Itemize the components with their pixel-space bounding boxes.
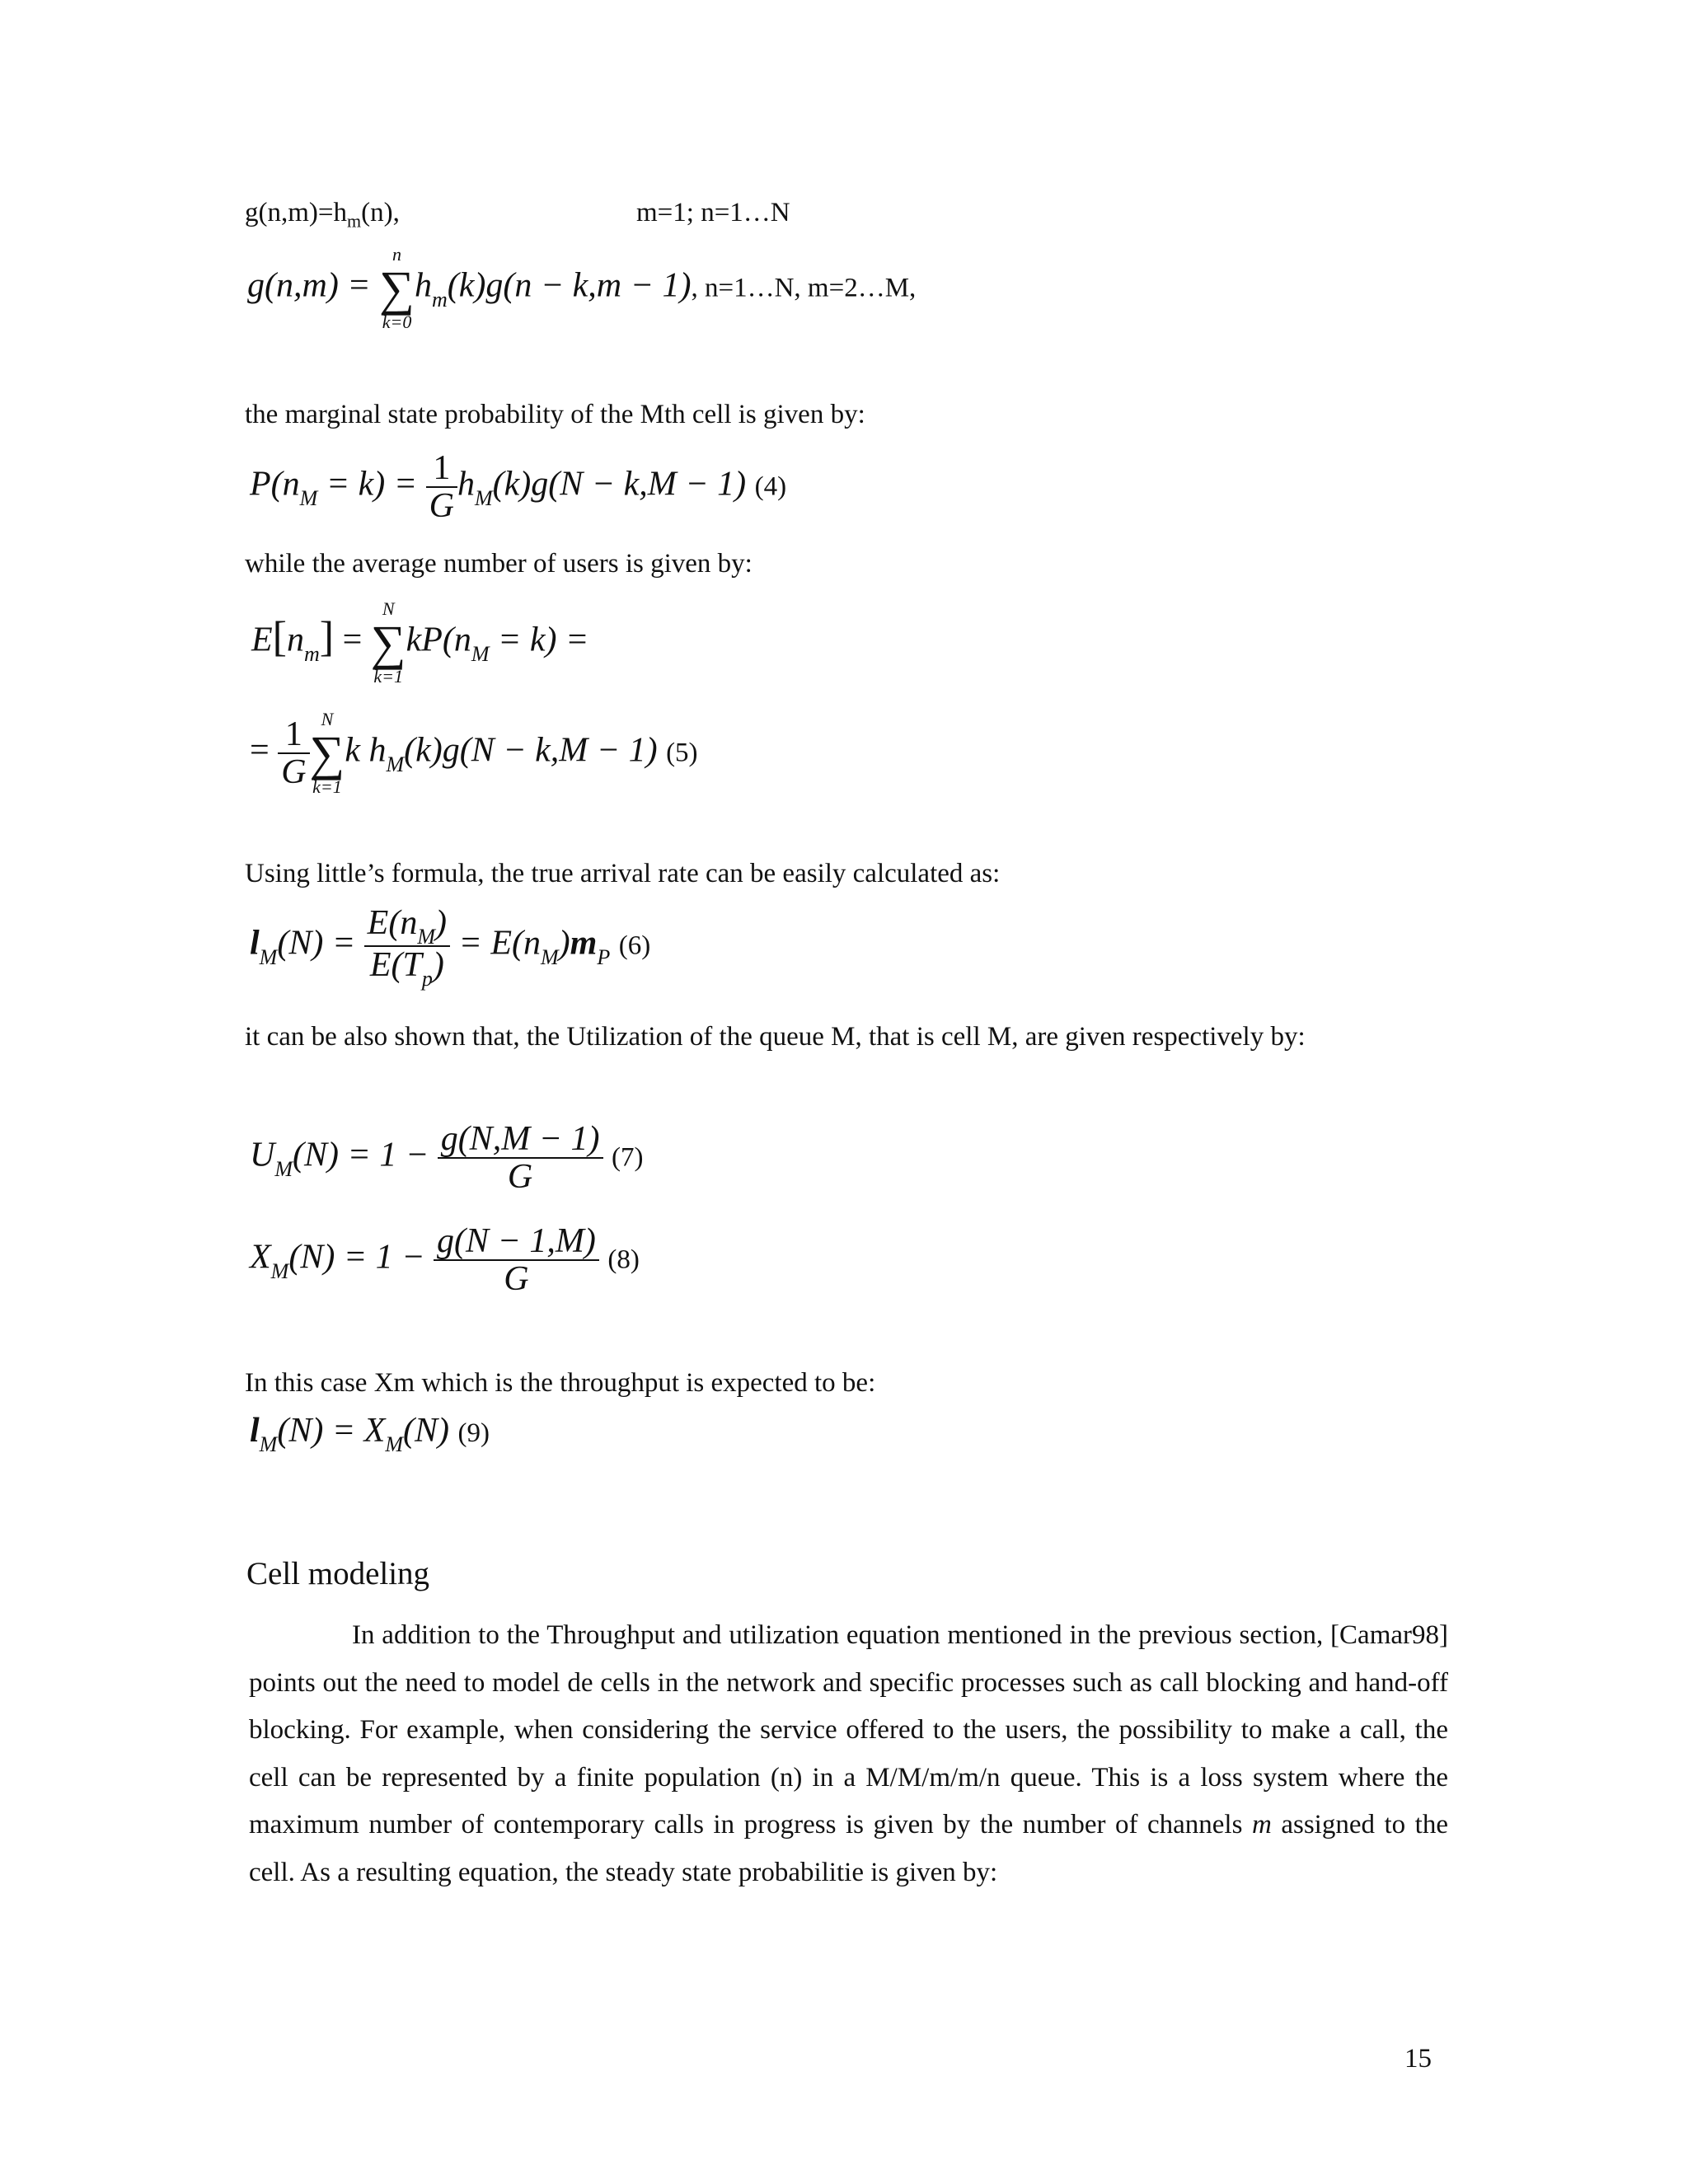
eq6-den-sub: p	[421, 967, 433, 991]
eq6-lhs-rest: (N) =	[277, 924, 364, 963]
eq-rec-body: h	[414, 266, 432, 305]
text-throughput: In this case Xm which is the throughput is expected to be:	[245, 1368, 876, 1398]
eq7-fraction	[438, 1121, 603, 1195]
eq7-lhs-rest: (N) = 1 −	[293, 1136, 438, 1174]
eq-rec-cond: , n=1…N, m=2…M,	[691, 273, 917, 303]
eq6-rhs: = E(n	[450, 924, 541, 963]
eq6-num-rest: )	[435, 904, 447, 942]
eq8-lhs-sub: M	[270, 1258, 289, 1283]
equation-5-line1	[251, 600, 588, 686]
text-marginal: the marginal state probability of the Mth cell is given by:	[245, 400, 865, 429]
sum-bottom: k=0	[382, 312, 412, 332]
eq5b-body-rest: (k)g(N − k,M − 1)	[404, 731, 658, 770]
eq6-num: E(n	[367, 904, 418, 942]
eq-rec-lhs: g(n,m) =	[247, 266, 380, 305]
sum-bottom: k=1	[312, 776, 342, 797]
eq5a-rbracket: ]	[319, 613, 335, 661]
eq4-body-rest: (k)g(N − k,M − 1)	[492, 465, 747, 504]
eq8-num: g(N − 1,M)	[437, 1222, 596, 1260]
eq-rec-rest: (k)g(n − k,m − 1)	[447, 266, 692, 305]
text-little: Using little’s formula, the true arrival rate can be easily calculated as:	[245, 859, 1001, 888]
paragraph-italic-m: m	[1251, 1810, 1272, 1840]
sum-top: n	[392, 244, 402, 265]
eq4-fraction	[426, 450, 457, 524]
definition-line	[245, 196, 400, 238]
eq5a-body: kP(n	[406, 621, 471, 659]
eq9-rhs-sub: M	[385, 1432, 403, 1456]
eq5b-fraction	[278, 716, 309, 790]
paragraph-part1: In addition to the Throughput and utilization equation mentioned in the previous section, [Camar98] points out the need to model de cells in the network and specific processes such as call blocking and hand-off blocking. For example, when considering the service offered to the users, the possibility to make a call, the cell can be represented by a finite population (n) in a M/M/m/m/n queue. This is a loss system where the maximum number of contemporary calls in progress is given by the number of channels	[249, 1620, 1448, 1840]
definition-condition: m=1; n=1…N	[636, 198, 790, 227]
eq5b-den: G	[281, 753, 307, 791]
eq7-lhs-sub: M	[274, 1156, 293, 1181]
eq7-den: G	[507, 1158, 533, 1196]
section-heading: Cell modeling	[246, 1556, 430, 1591]
equation-4	[250, 450, 786, 524]
eq8-lhs: X	[250, 1238, 271, 1277]
summation-symbol: N ∑ k=1	[370, 598, 406, 687]
page-number: 15	[1404, 2044, 1432, 2074]
def-sub: m	[347, 210, 362, 232]
eq5a-body-sub: M	[471, 641, 490, 666]
eq6-label: (6)	[618, 930, 651, 961]
eq4-lhs: P(n	[250, 465, 300, 504]
eq9-lhs-rest: (N) = X	[277, 1412, 386, 1450]
eq6-rhs-sub: M	[540, 944, 559, 969]
eq5a-lbracket: [	[272, 613, 287, 661]
eq4-body: h	[457, 465, 475, 504]
equation-7	[250, 1121, 644, 1195]
summation-symbol: n ∑ k=0	[379, 244, 415, 332]
eq9-lhs-sub: M	[259, 1432, 278, 1456]
sum-bottom: k=1	[373, 666, 403, 687]
equation-recursion	[247, 246, 916, 331]
eq5a-equals: =	[334, 621, 371, 659]
eq4-num: 1	[433, 449, 451, 487]
eq6-mu: m	[570, 924, 598, 963]
eq6-fraction	[364, 904, 450, 991]
eq5a-lhs: E	[251, 621, 273, 659]
def-right: (n),	[361, 198, 400, 227]
eq5a-n: n	[286, 621, 304, 659]
eq6-num-sub: M	[417, 925, 435, 949]
equation-5-line2	[250, 710, 698, 796]
eq8-den: G	[504, 1260, 529, 1298]
eq7-label: (7)	[612, 1142, 644, 1173]
eq5b-body-sub: M	[386, 752, 405, 776]
eq5a-n-sub: m	[303, 641, 320, 666]
eq6-lhs-sub: M	[259, 944, 278, 969]
eq9-rhs-rest: (N)	[403, 1412, 449, 1450]
sum-top: N	[321, 709, 334, 729]
eq5a-body-rest: = k) =	[489, 621, 589, 659]
body-paragraph	[249, 1612, 1448, 1896]
eq4-body-sub: M	[474, 485, 493, 510]
eq4-den: G	[429, 487, 454, 525]
eq8-label: (8)	[607, 1244, 640, 1275]
eq5b-num: 1	[284, 715, 302, 753]
summation-symbol: N ∑ k=1	[309, 709, 345, 797]
eq8-fraction	[434, 1223, 599, 1297]
eq4-lhs-rest: = k) =	[317, 465, 426, 504]
eq7-lhs: U	[250, 1136, 275, 1174]
eq8-lhs-rest: (N) = 1 −	[288, 1238, 434, 1277]
sum-top: N	[382, 598, 395, 619]
paragraph-part2: assigned to the cell. As a resulting equation, the steady state probabilitie is given by:	[249, 1810, 1448, 1887]
equation-6	[250, 904, 651, 991]
eq4-lhs-sub: M	[299, 485, 318, 510]
eq9-lambda: l	[250, 1412, 260, 1450]
eq6-mu-sub: P	[597, 944, 611, 969]
equation-9	[250, 1412, 490, 1456]
def-left: g(n,m)=h	[245, 198, 348, 227]
text-utilization: it can be also shown that, the Utilization of the queue M, that is cell M, are given respectively by:	[245, 1022, 1306, 1052]
eq6-den: E(T	[369, 946, 422, 984]
eq6-rhs-rest: )	[558, 924, 570, 963]
eq-rec-sub: m	[431, 287, 448, 312]
eq6-den-rest: )	[432, 946, 444, 984]
eq4-label: (4)	[754, 471, 787, 502]
eq5b-equals: =	[250, 731, 279, 770]
eq7-num: g(N,M − 1)	[440, 1120, 600, 1158]
eq6-lambda: l	[250, 924, 260, 963]
eq5b-body: k h	[345, 731, 387, 770]
text-average: while the average number of users is given by:	[245, 549, 753, 579]
eq9-label: (9)	[457, 1418, 490, 1448]
eq5b-label: (5)	[666, 738, 698, 768]
equation-8	[250, 1223, 640, 1297]
